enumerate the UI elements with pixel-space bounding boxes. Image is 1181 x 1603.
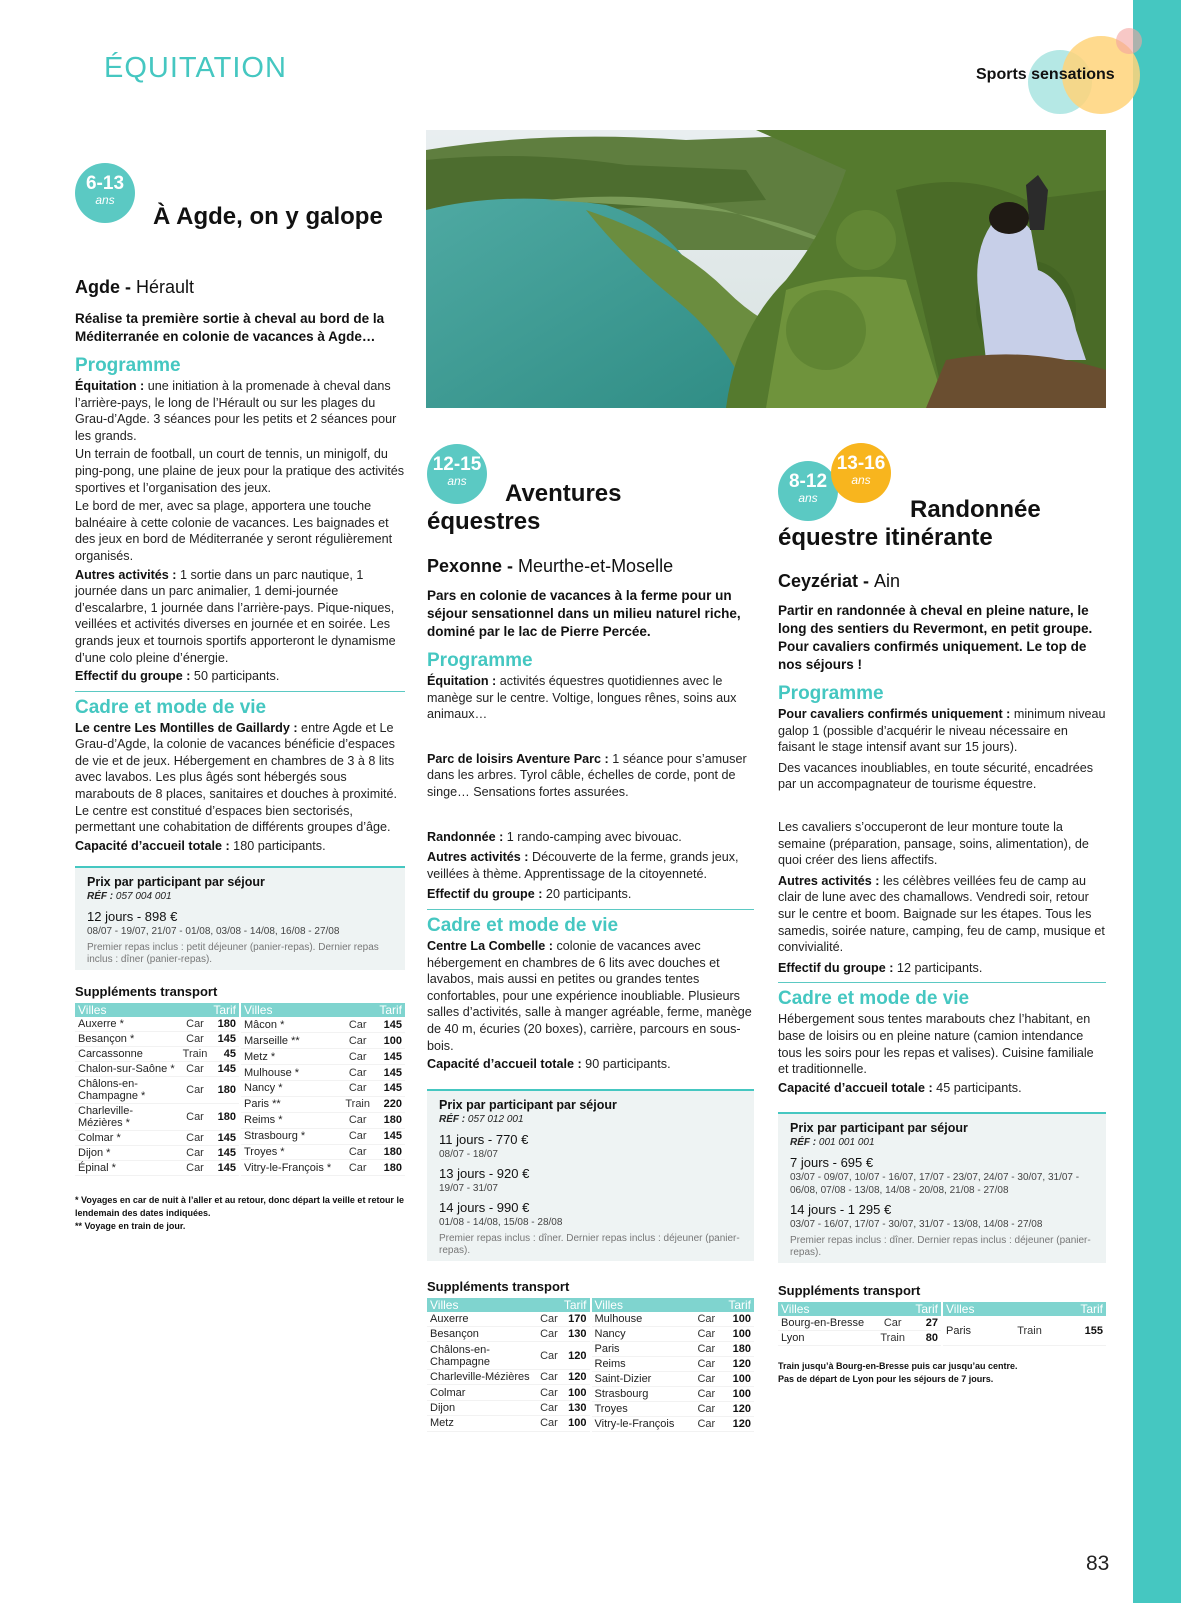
stay-title: À Agde, on y galope [153, 203, 383, 230]
programme-paragraph: Équitation : activités équestres quotidiennes avec le manège sur le centre. Voltige, longues rênes, soins aux animaux… [427, 674, 737, 722]
footnote: ** Voyage en train de jour. [75, 1221, 186, 1232]
price-ref: RÉF : 057 004 001 [87, 891, 172, 903]
transport-city: Châlons-en-Champagne * [75, 1077, 180, 1104]
programme-heading: Programme [75, 355, 181, 376]
transport-mode: Car [341, 1128, 374, 1144]
cadre-paragraph: Le centre Les Montilles de Gaillardy : entre Agde et Le Grau-d’Agde, la colonie de vacances bénéficie d’espaces de vie et de jeux. Hébergement en chambres de 3 à 8 lits avec lavabos. Les plus âgés sont hébergés sous marabouts de 8 places, sanitaires et douches à proximité. Le centre est constitué d’espaces bien sectorisés, permettant une cohabitation de différents groupes d’âge. [75, 720, 398, 835]
cadre-paragraph: Capacité d’accueil totale : 90 participants. [427, 1057, 671, 1072]
table-row [943, 1316, 1106, 1346]
programme-paragraph: Des vacances inoubliables, en toute sécurité, encadrées par un accompagnateur de tourisme équestre. [778, 760, 1094, 792]
age-badge-13-16 [831, 443, 891, 503]
transport-mode: Car [180, 1032, 211, 1047]
stay-intro: Réalise ta première sortie à cheval au bord de la Méditerranée en colonie de vacances à Agde… [75, 311, 385, 344]
transport-price: 130 [561, 1327, 590, 1342]
age-unit: ans [851, 473, 871, 487]
table-row [592, 1341, 755, 1356]
transport-price: 100 [720, 1386, 754, 1401]
transport-mode: Car [692, 1371, 720, 1386]
transport-price: 45 [210, 1047, 239, 1062]
transport-mode: Car [537, 1370, 561, 1385]
table-row [241, 1112, 405, 1128]
transport-mode: Car [537, 1312, 561, 1327]
transport-mode: Car [180, 1017, 211, 1032]
table-row [75, 1161, 239, 1176]
cadre-heading: Cadre et mode de vie [75, 696, 267, 718]
price-option: 14 jours - 990 € [439, 1199, 530, 1215]
table-row [427, 1327, 590, 1342]
age-range: 6-13 [85, 173, 125, 194]
transport-city: Besançon * [75, 1032, 180, 1047]
transport-city: Paris [592, 1341, 693, 1356]
price-note: Premier repas inclus : petit déjeuner (panier-repas). Dernier repas inclus : dîner (panier-repas). [87, 942, 379, 966]
transport-price: 100 [561, 1385, 590, 1400]
transport-price: 145 [210, 1062, 239, 1077]
transport-mode: Car [537, 1385, 561, 1400]
price-box: Prix par participant par séjour RÉF : 057 012 001 11 jours - 770 € 08/07 - 18/07 13 jours - 920 € 19/07 - 31/07 14 jours - 990 € 01/08 - 14/08, 15/08 - 28/08 Premier repas inclus : dîner. Dernier repas inclus : déjeuner (panier-repas). [427, 1089, 754, 1261]
transport-mode: Car [341, 1065, 374, 1081]
programme-heading: Programme [778, 683, 884, 704]
programme-paragraph: Effectif du groupe : 12 participants. [778, 960, 983, 975]
transport-price: 145 [374, 1080, 405, 1096]
transport-price: 80 [910, 1331, 942, 1346]
transport-city: Strasbourg * [241, 1128, 341, 1144]
transport-city: Strasbourg [592, 1386, 693, 1401]
transport-mode: Car [180, 1077, 211, 1104]
price-option: 7 jours - 695 € [790, 1155, 874, 1171]
transport-city: Dijon * [75, 1146, 180, 1161]
transport-mode: Car [341, 1033, 374, 1049]
transport-mode: Car [341, 1017, 374, 1032]
programme-paragraph: Randonnée : 1 rando-camping avec bivouac. [427, 829, 682, 844]
stay-intro: Partir en randonnée à cheval en pleine nature, le long des sentiers du Revermont, en petit groupe. Pour cavaliers confirmés uniquement. Le top de nos séjours ! [778, 603, 1093, 672]
transport-table-left: Villes Tarif Bourg-en-Bresse Car 27 Lyon Train 80 [778, 1302, 941, 1346]
transport-price: 120 [561, 1370, 590, 1385]
table-row [427, 1312, 590, 1327]
transport-price: 100 [720, 1312, 754, 1327]
transport-city: Charleville-Mézières * [75, 1104, 180, 1131]
cadre-paragraph: Capacité d’accueil totale : 180 participants. [75, 838, 326, 853]
transport-city: Troyes * [241, 1144, 341, 1160]
transport-price: 220 [374, 1096, 405, 1112]
programme-paragraph: Pour cavaliers confirmés uniquement : minimum niveau galop 1 (possible d’acquérir le niveau nécessaire en faisant le stage intensif avant sur 15 jours). [778, 707, 1106, 755]
transport-price: 100 [720, 1326, 754, 1341]
table-row [592, 1416, 755, 1431]
programme-paragraph: Le bord de mer, avec sa plage, apportera une touche balnéaire à cette colonie de vacances. Les baignades et des jeux en bord de Méditerranée y seront régulièrement organisés. [75, 499, 393, 563]
transport-price: 120 [720, 1356, 754, 1371]
cadre-paragraph: Capacité d’accueil totale : 45 participants. [778, 1080, 1022, 1095]
table-row [778, 1316, 941, 1331]
side-color-bar [1133, 0, 1181, 1603]
transport-mode: Car [692, 1386, 720, 1401]
transport-mode: Car [692, 1312, 720, 1327]
cadre-heading: Cadre et mode de vie [427, 914, 619, 936]
transport-city: Vitry-le-François * [241, 1160, 341, 1176]
age-unit: ans [447, 474, 467, 488]
transport-tables [778, 1302, 1106, 1346]
transport-price: 180 [374, 1144, 405, 1160]
transport-mode: Train [341, 1096, 374, 1112]
age-range: 8-12 [788, 471, 828, 492]
transport-tables [427, 1298, 754, 1432]
programme-heading: Programme [427, 650, 533, 671]
transport-price: 145 [210, 1131, 239, 1146]
transport-price: 145 [210, 1146, 239, 1161]
table-row [75, 1032, 239, 1047]
stay-location [75, 276, 405, 298]
footnote: Pas de départ de Lyon pour les séjours de 7 jours. [778, 1374, 994, 1385]
transport-city: Mulhouse * [241, 1065, 341, 1081]
transport-heading: Suppléments transport [427, 1278, 570, 1294]
table-row [241, 1049, 405, 1065]
transport-city: Chalon-sur-Saône * [75, 1062, 180, 1077]
transport-mode: Car [180, 1062, 211, 1077]
transport-price: 145 [210, 1161, 239, 1176]
transport-mode: Car [341, 1080, 374, 1096]
transport-mode: Car [341, 1112, 374, 1128]
transport-city: Saint-Dizier [592, 1371, 693, 1386]
transport-mode: Car [876, 1316, 910, 1331]
table-row [592, 1326, 755, 1341]
transport-city: Paris ** [241, 1096, 341, 1112]
price-option: 11 jours - 770 € [439, 1131, 529, 1147]
footnote: Train jusqu’à Bourg-en-Bresse puis car jusqu’au centre. [778, 1361, 1018, 1372]
transport-mode: Car [692, 1416, 720, 1431]
transport-city: Mâcon * [241, 1017, 341, 1032]
transport-mode: Car [537, 1327, 561, 1342]
price-dates: 08/07 - 19/07, 21/07 - 01/08, 03/08 - 14/08, 16/08 - 27/08 [87, 926, 340, 938]
price-box [75, 866, 405, 970]
transport-price: 27 [910, 1316, 942, 1331]
transport-city: Troyes [592, 1401, 693, 1416]
transport-city: Auxerre [427, 1312, 537, 1327]
transport-price: 180 [720, 1341, 754, 1356]
cadre-paragraph: Hébergement sous tentes marabouts chez l’habitant, en base de loisirs ou en pleine nature (camion intendance tous les soirs pour les repas et valises). Cuisine familiale et traditionnelle. [778, 1012, 1094, 1077]
transport-city: Paris [943, 1316, 1003, 1346]
table-row [241, 1065, 405, 1081]
programme-paragraph: Un terrain de football, un court de tennis, un minigolf, du ping-pong, une plaine de jeux pour la pratique des activités sportives et l’organisation des jeux. [75, 447, 405, 495]
transport-table-right: Villes Tarif Mâcon * Car 145 Marseille ** Car 100 Metz * Car 145 Mulhouse * Car 145 Nancy * Car 145 Paris ** Train 220 Reims * Car 180 Strasbourg * Car 145 Troyes * Car 180 Vitry-le-François * Car 180 [241, 1003, 405, 1176]
place: Agde - [75, 277, 136, 297]
transport-price: 120 [720, 1416, 754, 1431]
transport-city: Lyon [778, 1331, 876, 1346]
transport-mode: Car [180, 1146, 211, 1161]
transport-price: 100 [720, 1371, 754, 1386]
price-heading: Prix par participant par séjour [87, 875, 265, 890]
table-row [241, 1033, 405, 1049]
footnote: * Voyages en car de nuit à l’aller et au retour, donc départ la veille et retour le lendemain des dates indiquées. [75, 1195, 404, 1219]
transport-price: 130 [561, 1400, 590, 1415]
table-row [241, 1160, 405, 1176]
programme-paragraph: Parc de loisirs Aventure Parc : 1 séance pour s’amuser dans les arbres. Tyrol câble, échelles de corde, pont de singe… Sensations fortes assurées. [427, 751, 747, 799]
transport-city: Nancy * [241, 1080, 341, 1096]
transport-city: Vitry-le-François [592, 1416, 693, 1431]
table-row [427, 1416, 590, 1431]
transport-mode: Train [180, 1047, 211, 1062]
transport-price: 100 [561, 1416, 590, 1431]
table-row [592, 1312, 755, 1327]
transport-mode: Car [180, 1104, 211, 1131]
transport-city: Châlons-en-Champagne [427, 1342, 537, 1370]
table-row [592, 1356, 755, 1371]
table-row [75, 1131, 239, 1146]
price-option: 12 jours - 898 € [87, 909, 178, 925]
age-unit: ans [798, 491, 818, 505]
price-option: 13 jours - 920 € [439, 1165, 530, 1181]
age-range: 12-15 [432, 454, 482, 475]
table-row [427, 1400, 590, 1415]
transport-mode: Car [692, 1401, 720, 1416]
table-row [241, 1096, 405, 1112]
transport-mode: Car [537, 1342, 561, 1370]
transport-city: Mulhouse [592, 1312, 693, 1327]
transport-heading: Suppléments transport [778, 1283, 921, 1299]
table-row [75, 1077, 239, 1104]
transport-price: 180 [374, 1112, 405, 1128]
transport-price: 180 [374, 1160, 405, 1176]
transport-city: Marseille ** [241, 1033, 341, 1049]
table-row [241, 1144, 405, 1160]
transport-city: Nancy [592, 1326, 693, 1341]
table-row [778, 1331, 941, 1346]
table-row [592, 1401, 755, 1416]
table-row [75, 1017, 239, 1032]
transport-city: Charleville-Mézières [427, 1370, 537, 1385]
table-row [241, 1017, 405, 1032]
transport-price: 120 [561, 1342, 590, 1370]
transport-mode: Car [537, 1416, 561, 1431]
transport-price: 180 [210, 1104, 239, 1131]
transport-price: 100 [374, 1033, 405, 1049]
horse-ride-photo [426, 130, 1106, 408]
table-row [427, 1370, 590, 1385]
transport-city: Colmar [427, 1385, 537, 1400]
transport-price: 180 [210, 1077, 239, 1104]
transport-price: 145 [210, 1032, 239, 1047]
transport-city: Carcassonne [75, 1047, 180, 1062]
transport-mode: Car [341, 1144, 374, 1160]
transport-city: Épinal * [75, 1161, 180, 1176]
transport-mode: Car [180, 1131, 211, 1146]
transport-price: 180 [210, 1017, 239, 1032]
transport-mode: Car [692, 1341, 720, 1356]
transport-price: 145 [374, 1049, 405, 1065]
age-unit: ans [95, 193, 115, 207]
price-option: 14 jours - 1 295 € [790, 1202, 892, 1218]
transport-heading: Suppléments transport [75, 984, 218, 1000]
table-row [427, 1385, 590, 1400]
transport-table-right: Villes Tarif Mulhouse Car 100 Nancy Car 100 Paris Car 180 Reims Car 120 Saint-Dizier Car 100 Strasbourg Car 100 Troyes Car 120 Vitry-le-François Car 120 [592, 1298, 755, 1432]
table-row [592, 1386, 755, 1401]
transport-city: Colmar * [75, 1131, 180, 1146]
price-box: Prix par participant par séjour RÉF : 001 001 001 7 jours - 695 € 03/07 - 09/07, 10/07 - 16/07, 17/07 - 23/07, 24/07 - 30/07, 31/07 - 06/08, 07/08 - 13/08, 14/08 - 20/08, 21/08 - 27/08 14 jours - 1 295 € 03/07 - 16/07, 17/07 - 30/07, 31/07 - 13/08, 14/08 - 27/08 Premier repas inclus : dîner. Dernier repas inclus : déjeuner (panier-repas). [778, 1112, 1106, 1263]
programme-paragraph: Autres activités : Découverte de la ferme, grands jeux, veillées à thème. Apprentissage de la citoyenneté. [427, 850, 739, 881]
table-row [427, 1342, 590, 1370]
transport-table-right: Villes Tarif Paris Train 155 [943, 1302, 1106, 1346]
transport-price: 145 [374, 1017, 405, 1032]
stay-title: Randonnée équestre itinérante [778, 496, 1041, 551]
stay-location: Pexonne - Meurthe-et-Moselle [427, 556, 674, 576]
transport-price: 120 [720, 1401, 754, 1416]
table-row [75, 1146, 239, 1161]
table-row [241, 1080, 405, 1096]
transport-city: Metz [427, 1416, 537, 1431]
transport-price: 155 [1056, 1316, 1106, 1346]
table-row [241, 1128, 405, 1144]
transport-price: 170 [561, 1312, 590, 1327]
programme-paragraph: Autres activités : les célèbres veillées feu de camp au clair de lune avec des chamallows. Vendredi soir, retour sur le centre et boom. Baignade sur les étapes. Tous les samedis, soirée nature, camping, feu de camp, musique et convivialité. [778, 873, 1105, 955]
transport-mode: Car [341, 1160, 374, 1176]
cadre-paragraph: Centre La Combelle : colonie de vacances avec hébergement en chambres de 6 lits avec douches et lavabos, mais aussi en petites ou grandes tentes confortables, pour une expérience inoubliable. Plusieurs salles d’activités, salle à manger agréable, ferme, manège de 40 m, écuries (20 boxes), carrière, parcours en sous-bois. [427, 938, 752, 1053]
transport-price: 145 [374, 1065, 405, 1081]
transport-mode: Car [692, 1356, 720, 1371]
transport-mode: Car [692, 1326, 720, 1341]
programme-paragraph: Équitation : une initiation à la promenade à cheval dans l’arrière-pays, le long de l’Hérault ou sur les plages du Grau-d’Agde. 3 séances pour les petits et 2 séances pour les grands. [75, 379, 397, 443]
stay-title: Aventures équestres [427, 480, 622, 535]
transport-city: Auxerre * [75, 1017, 180, 1032]
table-row [75, 1104, 239, 1131]
table-row [75, 1062, 239, 1077]
stay-location: Ceyzériat - Ain [778, 571, 901, 591]
age-range: 13-16 [836, 453, 886, 474]
transport-city: Reims [592, 1356, 693, 1371]
programme-paragraph: Effectif du groupe : 50 participants. [75, 669, 280, 684]
transport-mode: Train [1003, 1316, 1056, 1346]
section-title: ÉQUITATION [104, 52, 287, 84]
region: Hérault [136, 277, 195, 297]
transport-table-left: Villes Tarif Auxerre * Car 180 Besançon * Car 145 Carcassonne Train 45 Chalon-sur-Saône * Car 145 Châlons-en-Champagne * Car 180 Charleville-Mézières * Car 180 Colmar * Car 145 Dijon * Car 145 Épinal * Car 145 [75, 1003, 239, 1176]
programme-paragraph: Effectif du groupe : 20 participants. [427, 887, 632, 902]
transport-city: Besançon [427, 1327, 537, 1342]
transport-city: Reims * [241, 1112, 341, 1128]
programme-paragraph: Les cavaliers s’occuperont de leur monture toute la semaine (préparation, pansage, soins, alimentation), de quoi créer des liens affectifs. [778, 819, 1089, 868]
transport-city: Bourg-en-Bresse [778, 1316, 876, 1331]
page-number: 83 [1086, 1552, 1110, 1575]
table-row [592, 1371, 755, 1386]
transport-price: 145 [374, 1128, 405, 1144]
cadre-heading: Cadre et mode de vie [778, 988, 970, 1010]
transport-mode: Train [876, 1331, 910, 1346]
transport-city: Metz * [241, 1049, 341, 1065]
table-row [75, 1047, 239, 1062]
stay-intro: Pars en colonie de vacances à la ferme pour un séjour sensationnel dans un milieu naturel riche, dominé par le lac de Pierre Percée. [427, 588, 741, 639]
brand-label: Sports sensations [976, 66, 1115, 83]
transport-mode: Car [180, 1161, 211, 1176]
transport-tables [75, 1003, 405, 1176]
transport-table-left: Villes Tarif Auxerre Car 170 Besançon Car 130 Châlons-en-Champagne Car 120 Charleville-Mézières Car 120 Colmar Car 100 Dijon Car 130 Metz Car 100 [427, 1298, 590, 1432]
transport-mode: Car [341, 1049, 374, 1065]
transport-mode: Car [537, 1400, 561, 1415]
transport-city: Dijon [427, 1400, 537, 1415]
programme-paragraph: Autres activités : 1 sortie dans un parc nautique, 1 journée dans un parc animalier, 1 demi-journée d’escalarbre, 1 journée dans l’arrière-pays. Pique-niques, veillées et activités diverses en journée et en soirée. Les grands jeux et tournois sportifs apporteront le dynamisme d’une colo pleine d’énergie. [75, 567, 396, 665]
